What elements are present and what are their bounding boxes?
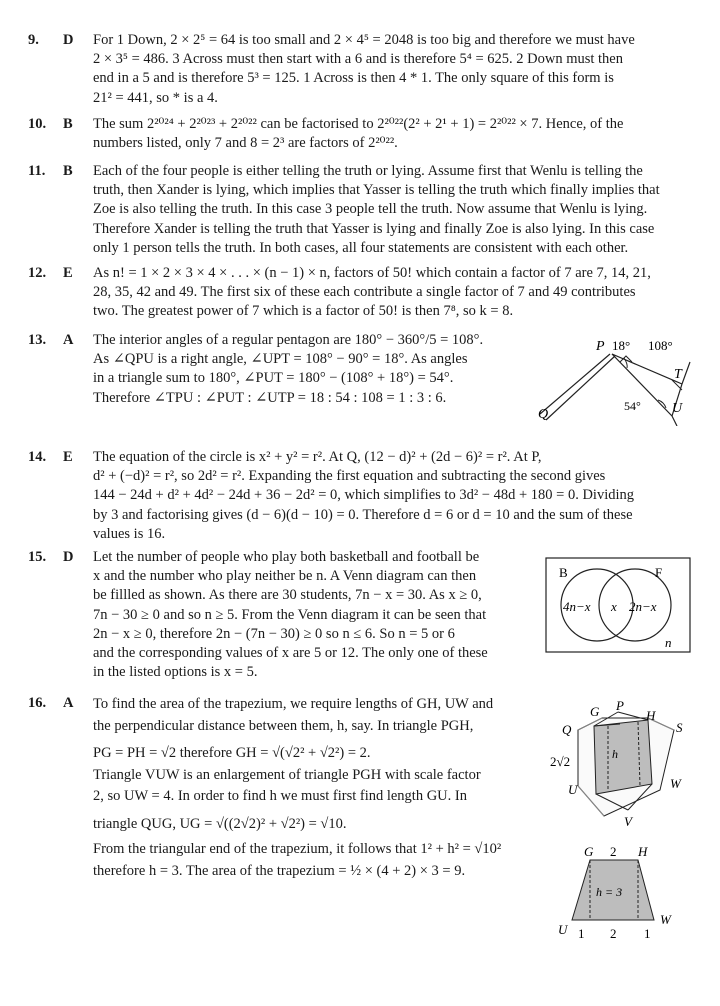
text-line: 7n − 30 ≥ 0 and so n ≥ 5. From the Venn diagram it can be seen that	[93, 606, 487, 623]
label-top-length: 2	[610, 844, 617, 859]
solution-text	[93, 162, 687, 258]
text-line: Therefore ∠TPU : ∠PUT : ∠UTP = 18 : 54 : 108 = 1 : 3 : 6.	[93, 389, 447, 406]
label-q: Q	[562, 722, 572, 737]
text-line: 21² = 441, so * is a 4.	[93, 89, 218, 106]
text-line: x and the number who play neither be n. A Venn diagram can then	[93, 568, 477, 585]
label-side: 2√2	[550, 754, 571, 769]
answer-letter: D	[63, 32, 74, 48]
label-h: H	[646, 708, 656, 723]
label-f: F	[655, 565, 663, 580]
text-line: Each of the four people is either telling the truth or lying. Assume first that Wenlu is telling the	[93, 163, 643, 179]
text-line: two. The greatest power of 7 which is a factor of 50! is then 7⁸, so k = 8.	[93, 303, 514, 320]
label-v: V	[624, 814, 632, 829]
question-number: 13.	[28, 332, 47, 348]
text-line: The equation of the circle is x² + y² = r². At Q, (12 − d)² + (2d − 6)² = r². At P,	[93, 449, 542, 465]
text-line: 2, so UW = 4. In order to find h we must first find length GU. In	[93, 788, 467, 804]
label-h-height: h	[612, 747, 618, 761]
text-line: end in a 5 and is therefore 5³ = 125. 1 Across is then 4 * 1. The only square of this form is	[93, 70, 614, 87]
question-number: 10.	[28, 116, 47, 132]
venn-diagram	[545, 557, 691, 653]
label-p: P	[616, 698, 624, 713]
label-base-3: 1	[644, 926, 651, 941]
text-line: The interior angles of a regular pentagon are 180° − 360°/5 = 108°.	[93, 332, 484, 348]
text-line: Triangle VUW is an enlargement of triangle PGH with scale factor	[93, 766, 481, 783]
solution-text	[93, 694, 523, 882]
label-t: T	[674, 367, 682, 382]
text-line: by 3 and factorising gives (d − 6)(d − 10) = 0. Therefore d = 6 or d = 10 and the sum of these	[93, 506, 633, 523]
text-line: As ∠QPU is a right angle, ∠UPT = 108° − 90° = 18°. As angles	[93, 351, 468, 368]
label-g: G	[584, 844, 594, 859]
question-number: 9.	[28, 32, 39, 48]
solution-text	[93, 331, 513, 408]
label-angle-18: 18°	[612, 338, 631, 353]
text-line: numbers listed, only 7 and 8 = 2³ are factors of 2²⁰²².	[93, 135, 398, 152]
text-line: For 1 Down, 2 × 2⁵ = 64 is too small and 2 × 4⁵ = 2048 is too big and therefore we must have	[93, 32, 635, 48]
answer-letter: A	[63, 332, 74, 348]
text-line: To find the area of the trapezium, we require lengths of GH, UW and	[93, 696, 494, 712]
question-number: 16.	[28, 695, 47, 711]
region-neither: n	[665, 635, 672, 650]
solution-text	[93, 264, 687, 322]
label-w: W	[660, 912, 671, 927]
text-line: and the corresponding values of x are 5 or 12. The only one of these	[93, 645, 488, 662]
answer-letter: B	[63, 163, 73, 179]
answer-letter: E	[63, 265, 73, 281]
text-line: PG = PH = √2 therefore GH = √(√2² + √2²) = 2.	[93, 745, 371, 761]
text-line: 144 − 24d + d² + 4d² − 24d + 36 − 2d² = 0, which simplifies to 3d² − 48d + 180 = 0. Dividing	[93, 487, 635, 504]
solution-text	[93, 448, 687, 544]
question-number: 14.	[28, 449, 47, 465]
text-line: Zoe is also telling the truth. In this case 3 people tell the truth. Now assume that Wenlu is lying.	[93, 201, 648, 218]
label-g: G	[590, 704, 600, 719]
trapezium-diagram	[550, 842, 690, 944]
label-p: P	[596, 339, 605, 354]
label-base-2: 2	[610, 926, 617, 941]
answer-letter: A	[63, 695, 74, 711]
region-football-only: 2n−x	[629, 599, 657, 614]
label-u: U	[568, 782, 578, 797]
label-h-equals: h = 3	[596, 885, 623, 899]
text-line: d² + (−d)² = r², so 2d² = r². Expanding the first equation and subtracting the second gives	[93, 468, 606, 485]
question-number: 15.	[28, 549, 47, 565]
cube-diagram	[548, 698, 698, 830]
answer-letter: D	[63, 549, 74, 565]
text-line: 28, 35, 42 and 49. The first six of these each contribute a single factor of 7 and 49 contributes	[93, 284, 636, 301]
label-b: B	[559, 565, 568, 580]
label-u: U	[558, 922, 568, 937]
text-line: From the triangular end of the trapezium, it follows that 1² + h² = √10²	[93, 841, 502, 857]
label-angle-54: 54°	[624, 399, 641, 413]
text-line: values is 16.	[93, 525, 166, 542]
answer-letter: B	[63, 116, 73, 132]
text-line: the perpendicular distance between them, h, say. In triangle PGH,	[93, 717, 474, 734]
label-angle-108: 108°	[648, 338, 673, 353]
text-line: The sum 2²⁰²⁴ + 2²⁰²³ + 2²⁰²² can be factorised to 2²⁰²²(2² + 2¹ + 1) = 2²⁰²² × 7. Hence, of the	[93, 116, 624, 132]
question-number: 12.	[28, 265, 47, 281]
label-u: U	[672, 401, 683, 416]
text-line: therefore h = 3. The area of the trapezium = ½ × (4 + 2) × 3 = 9.	[93, 862, 466, 879]
pentagon-diagram	[532, 334, 692, 426]
text-line: 2 × 3⁵ = 486. 3 Across must then start with a 6 and is therefore 5⁴ = 625. 2 Down must then	[93, 51, 623, 68]
text-line: in the listed options is x = 5.	[93, 664, 258, 681]
label-h: H	[638, 844, 648, 859]
solution-text	[93, 115, 687, 153]
label-s: S	[676, 720, 683, 735]
text-line: Therefore Xander is telling the truth that Yasser is lying and finally Zoe is also lying. In this case	[93, 220, 655, 237]
question-number: 11.	[28, 163, 46, 179]
solution-text	[93, 31, 687, 108]
text-line: As n! = 1 × 2 × 3 × 4 × . . . × (n − 1) × n, factors of 50! which contain a factor of 7 are 7, 14, 21,	[93, 265, 651, 281]
label-w: W	[670, 776, 681, 791]
text-line: triangle QUG, UG = √((2√2)² + √2²) = √10.	[93, 815, 347, 832]
region-both: x	[611, 599, 617, 614]
region-basketball-only: 4n−x	[563, 599, 591, 614]
answer-letter: E	[63, 449, 73, 465]
text-line: be fillled as shown. As there are 30 students, 7n − x = 30. As x ≥ 0,	[93, 587, 482, 604]
solution-text	[93, 548, 518, 682]
text-line: only 1 person tells the truth. In both cases, all four statements are consistent with each other.	[93, 239, 629, 256]
text-line: Let the number of people who play both basketball and football be	[93, 549, 480, 565]
label-base-1: 1	[578, 926, 585, 941]
label-q: Q	[538, 407, 549, 422]
text-line: in a triangle sum to 180°, ∠PUT = 180° − (108° + 18°) = 54°.	[93, 370, 454, 387]
text-line: truth, then Xander is lying, which implies that Yasser is telling the truth which finally implies that	[93, 182, 660, 199]
text-line: 2n − x ≥ 0, therefore 2n − (7n − 30) ≥ 0 so n ≤ 6. So n = 5 or 6	[93, 625, 455, 642]
